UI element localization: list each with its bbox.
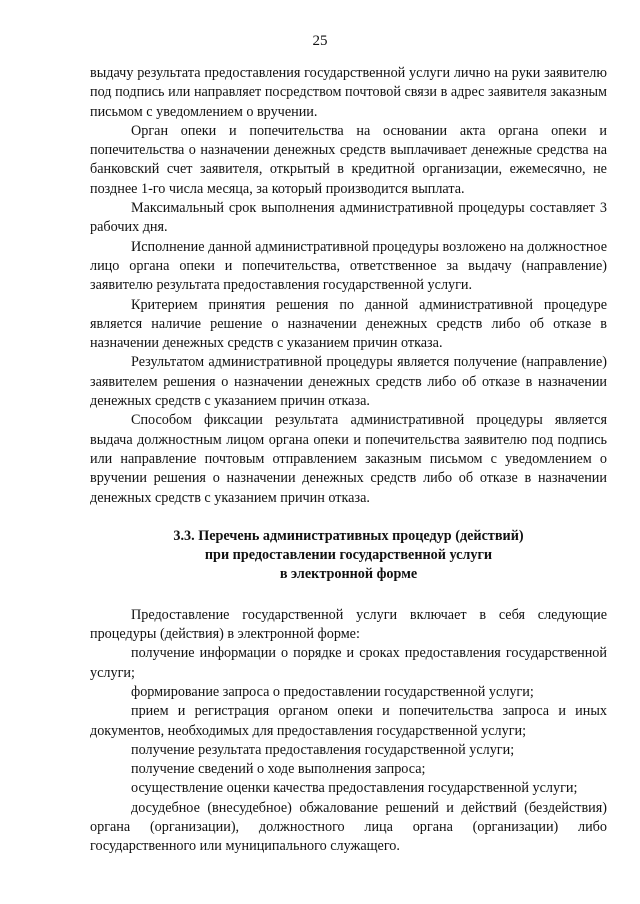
paragraph-intro: Предоставление государственной услуги включает в себя следующие процедуры (действия) в электронной форме: — [90, 606, 607, 643]
section-heading — [90, 527, 607, 585]
section-heading-line-1: 3.3. Перечень административных процедур (действий) — [173, 527, 524, 544]
paragraph-result-fixation: Способом фиксации результата административной процедуры является выдача должностным лицом органа опеки и попечительства заявителю под подпись или направление почтовым отправлением заказным письмом с уведомлением о вручении решения о назначении денежных средств либо об отказе в назначении денежных средств с указанием причин отказа. — [90, 412, 607, 506]
list-item-appeal: досудебное (внесудебное) обжалование решений и действий (бездействия) органа (организации), должностного лица органа (организации) либо государственного или муниципального служащего. — [90, 799, 607, 855]
paragraph-continuation: выдачу результата предоставления государственной услуги лично на руки заявителю под подпись или направляет посредством почтовой связи в адрес заявителя заказным письмом с уведомлением о вручении. — [90, 65, 607, 120]
paragraph-max-term: Максимальный срок выполнения административной процедуры составляет 3 рабочих дня. — [90, 200, 607, 236]
list-item-registration: прием и регистрация органом опеки и попечительства запроса и иных документов, необходимых для предоставления государственной услуги; — [90, 703, 607, 739]
list-item-information: получение информации о порядке и сроках предоставления государственной услуги; — [90, 645, 607, 681]
list-item-status: получение сведений о ходе выполнения запроса; — [131, 761, 426, 778]
page-number: 25 — [312, 33, 328, 49]
section-heading-line-2: при предоставлении государственной услуги — [204, 547, 493, 564]
list-item-result: получение результата предоставления государственной услуги; — [131, 741, 515, 758]
section-heading-line-3: в электронной форме — [279, 566, 418, 583]
document-body — [90, 64, 607, 857]
paragraph-procedure-result: Результатом административной процедуры является получение (направление) заявителем решения о назначении денежных средств либо об отказе в назначении денежных средств с указанием причин отказа. — [90, 354, 607, 410]
list-item-quality-assessment: осуществление оценки качества предоставления государственной услуги; — [131, 780, 578, 797]
paragraph-payment: Орган опеки и попечительства на основании акта органа опеки и попечительства о назначении денежных средств выплачивает денежные средства на банковский счет заявителя, открытый в кредитной организации, ежемесячно, не позднее 1-го числа месяца, за который производится выплата. — [90, 122, 607, 197]
paragraph-decision-criterion: Критерием принятия решения по данной административной процедуре является наличие решение о назначении денежных средств либо об отказе в назначении денежных средств с указанием причин отказа. — [90, 296, 607, 352]
paragraph-responsible-official: Исполнение данной административной процедуры возложено на должностное лицо органа опеки и попечительства, ответственное за выдачу (направление) заявителю результата предоставления государственной услуги. — [90, 238, 607, 294]
list-item-request-forming: формирование запроса о предоставлении государственной услуги; — [131, 683, 534, 700]
